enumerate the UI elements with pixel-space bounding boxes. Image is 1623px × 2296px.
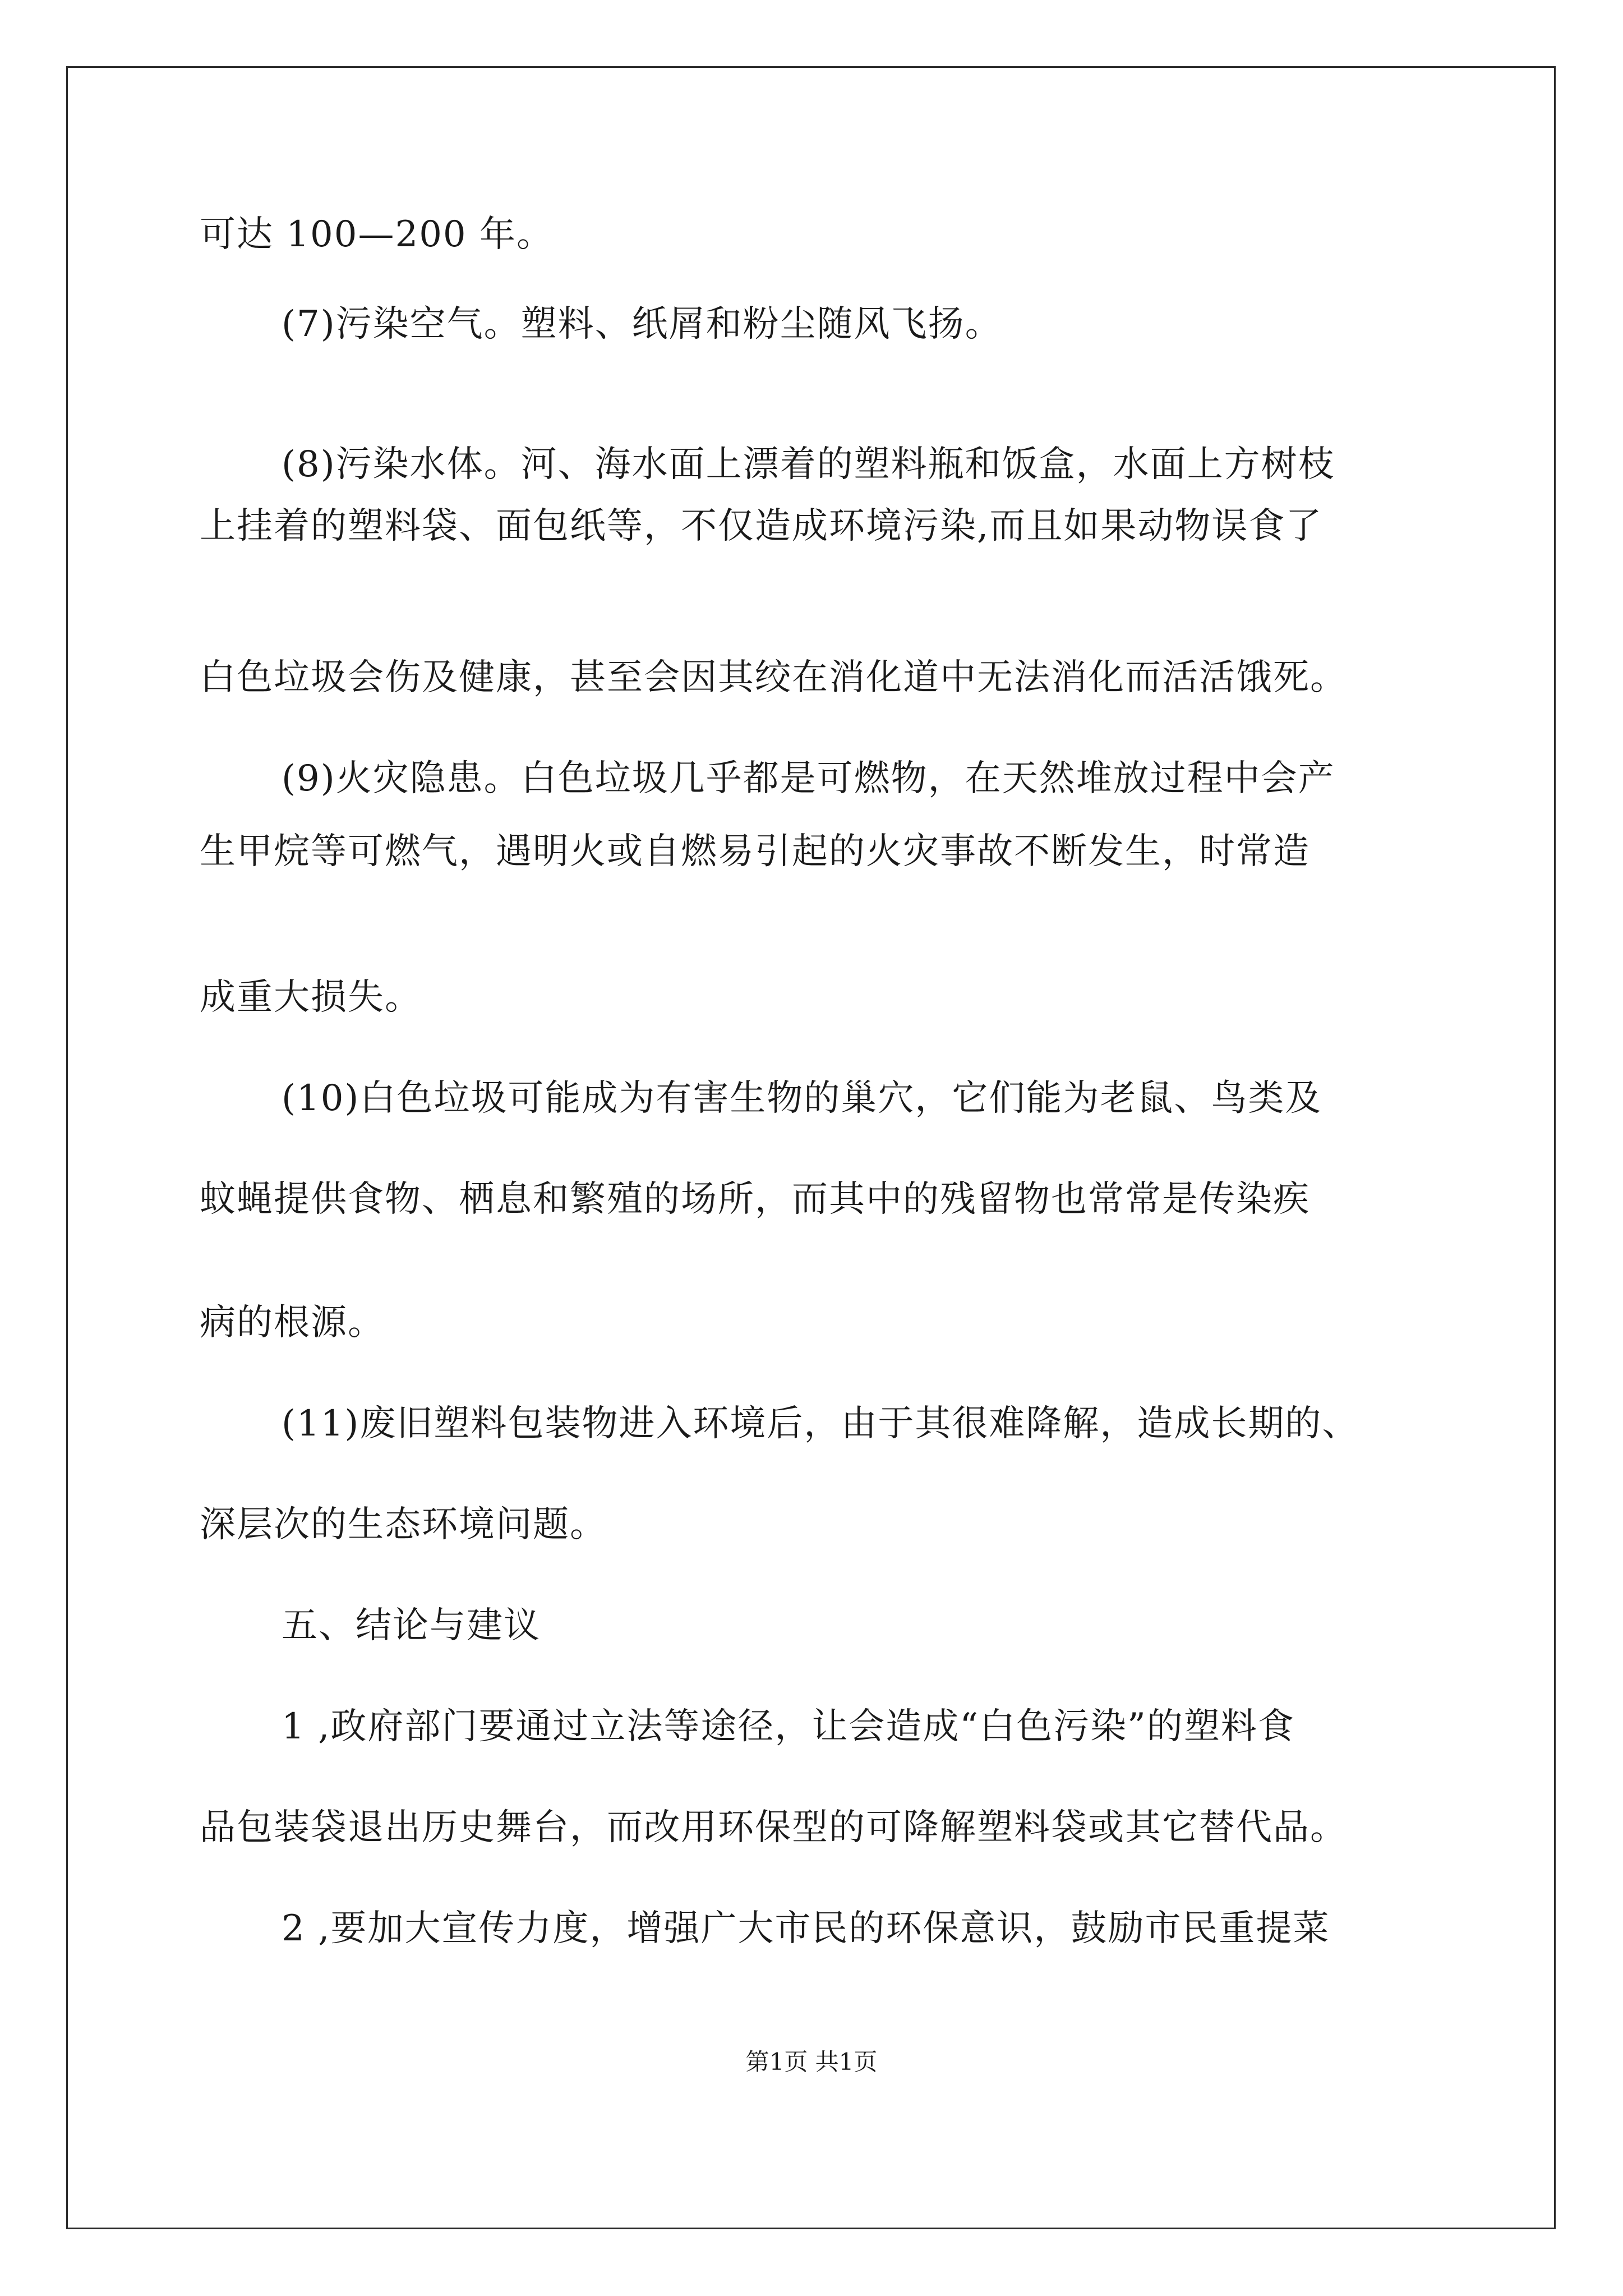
page-border [66, 66, 1556, 2229]
text-line: (8)污染水体。河、海水面上漂着的塑料瓶和饭盒，水面上方树枝 [282, 444, 1335, 485]
text-line: (11)废旧塑料包装物进入环境后，由于其很难降解，造成长期的、 [282, 1403, 1359, 1444]
text-line: (9)火灾隐患。白色垃圾几乎都是可燃物，在天然堆放过程中会产 [282, 758, 1335, 799]
text-line: 病的根源。 [200, 1302, 385, 1343]
text-line: 1 ,政府部门要通过立法等途径，让会造成“白色污染”的塑料食 [282, 1706, 1295, 1747]
text-line: 2 ,要加大宣传力度，增强广大市民的环保意识，鼓励市民重提菜 [282, 1908, 1330, 1949]
page-number: 第1页 共1页 [745, 2048, 878, 2076]
text-line: 深层次的生态环境问题。 [200, 1504, 607, 1545]
text-line: 品包装袋退出历史舞台，而改用环保型的可降解塑料袋或其它替代品。 [200, 1807, 1347, 1848]
section-heading: 五、结论与建议 [282, 1605, 541, 1646]
text-line: 白色垃圾会伤及健康，甚至会因其绞在消化道中无法消化而活活饿死。 [200, 657, 1347, 698]
text-line: (7)污染空气。塑料、纸屑和粉尘随风飞扬。 [282, 303, 1002, 345]
text-line: 生甲烷等可燃气，遇明火或自燃易引起的火灾事故不断发生，时常造 [200, 831, 1310, 872]
text-line: 蚊蝇提供食物、栖息和繁殖的场所，而其中的残留物也常常是传染疾 [200, 1179, 1310, 1220]
text-line: (10)白色垃圾可能成为有害生物的巢穴，它们能为老鼠、鸟类及 [282, 1078, 1322, 1119]
text-line: 可达 100—200 年。 [200, 214, 554, 255]
page-footer [0, 2047, 1623, 2077]
text-line: 上挂着的塑料袋、面包纸等，不仅造成环境污染,而且如果动物误食了 [200, 505, 1323, 547]
text-line: 成重大损失。 [200, 977, 422, 1018]
